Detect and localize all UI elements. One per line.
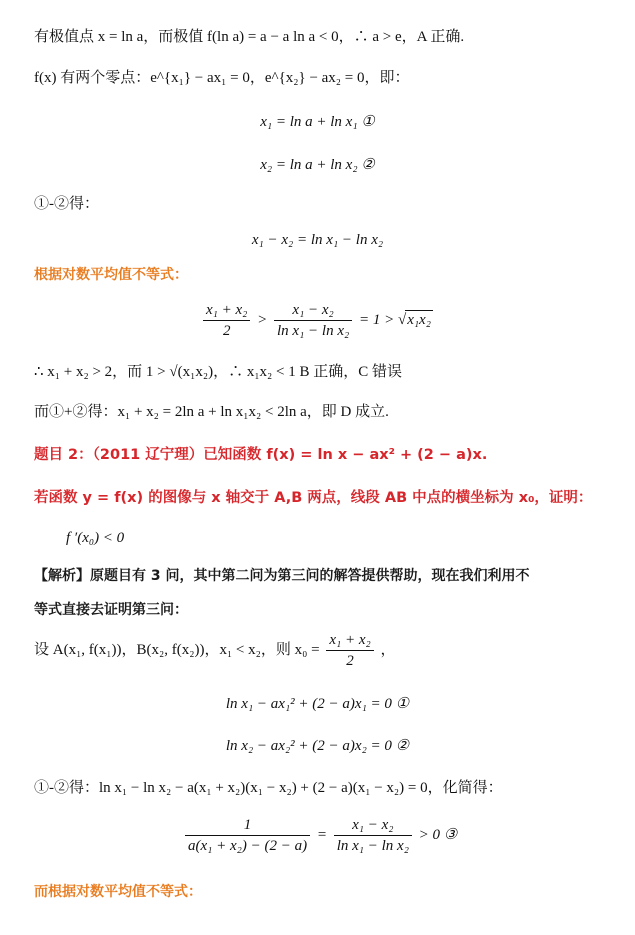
heading-log-mean-inequality-2: 而根据对数平均值不等式： [34, 884, 202, 900]
equation-5: ln x₂ − ax₂² + (2 − a)x₂ = 0 ② [225, 738, 410, 754]
fraction-reciprocal: $\frac{1}{\text{a(x₁ + x₂) − (2 − a)}}$ [185, 815, 310, 856]
heading-log-mean-inequality: 根据对数平均值不等式： [34, 267, 188, 283]
text-line-5: ①-②得： [34, 196, 99, 212]
equation-4: ln x₁ − ax₁² + (2 − a)x₁ = 0 ① [225, 696, 410, 712]
fraction-midpoint: $\frac{\text{x₁ + x₂}}{2}$ [326, 630, 373, 671]
equation-3: x₁ − x₂ = ln x₁ − ln x₂ [251, 232, 384, 248]
analysis-line-2: 等式直接去证明第三问： [34, 602, 188, 618]
analysis-line-1: 【解析】原题目有 3 问，其中第二问为第三问的解答提供帮助，现在我们利用不 [34, 568, 530, 584]
fraction-sum-over-two: $\frac{\text{x₁ + x₂}}{2}$ [203, 300, 250, 341]
text-line-19: ①-②得：ln x₁ − ln x₂ − a(x₁ + x₂)(x₁ − x₂) + (2 − a)(x₁ − x₂) = 0，化简得： [34, 780, 503, 796]
sqrt-product: x₁x₂ [407, 311, 431, 328]
setup-line: 设 A(x₁, f(x₁))，B(x₂, f(x₂))，x₁ < x₂，则 x₀ = $\frac{\text{x₁ + x₂}}{2}$ ， [34, 632, 396, 669]
equation-1: x₁ = ln a + ln x₁ ① [260, 114, 375, 130]
text-line-9: ∴ x₁ + x₂ > 2，而 1 > √(x₁x₂)，∴ x₁x₂ < 1 B 正确，C 错误 [34, 364, 402, 380]
text-line-1: 有极值点 x = ln a，而极值 f(ln a) = a − a ln a < 0，∴ a > e，A 正确. [34, 29, 465, 45]
fraction-inequality-3: $\frac{1}{\text{a(x₁ + x₂) − (2 − a)}}$ = $\frac{\text{x₁ − x₂}}{\text{ln x₁ − ln x₂}}$ > 0 ③ [182, 815, 457, 856]
fraction-log-mean: $\frac{\text{x₁ − x₂}}{\text{ln x₁ − ln x₂}}$ [274, 300, 352, 341]
claim-derivative: f ′(x₀) < 0 [66, 530, 125, 546]
equation-2: x₂ = ln a + ln x₂ ② [260, 157, 375, 173]
text-line-10: 而①+②得：x₁ + x₂ = 2ln a + ln x₁x₂ < 2ln a，即 D 成立. [34, 404, 389, 420]
text-line-2: f(x) 有两个零点：e^{x₁} − ax₁ = 0，e^{x₂} − ax₂ = 0，即： [34, 70, 410, 86]
inequality-fraction-line: $\frac{\text{x₁ + x₂}}{2}$ > $\frac{\text{x₁ − x₂}}{\text{ln x₁ − ln x₂}}$ = 1 > √x₁x₂ [200, 300, 433, 341]
problem-2-statement: 若函数 y = f(x) 的图像与 x 轴交于 A,B 两点，线段 AB 中点的横坐标为 x₀，证明： [34, 490, 593, 506]
problem-2-title: 题目 2：（2011 辽宁理）已知函数 f(x) = ln x − ax² + (2 − a)x. [34, 447, 488, 463]
fraction-log-mean-2: $\frac{\text{x₁ − x₂}}{\text{ln x₁ − ln x₂}}$ [334, 815, 412, 856]
